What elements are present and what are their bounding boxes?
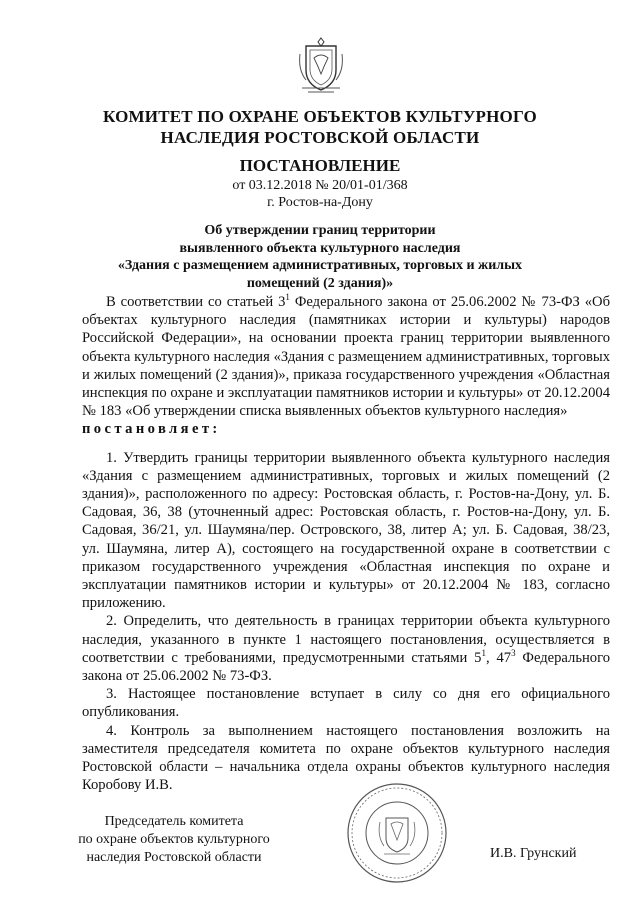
- org-line-2: НАСЛЕДИЯ РОСТОВСКОЙ ОБЛАСТИ: [160, 128, 480, 147]
- subject-line-2: выявленного объекта культурного наследия: [179, 240, 461, 256]
- subject-line-1: Об утверждении границ территории: [204, 223, 436, 238]
- document-subject: [95, 222, 545, 292]
- document-body: [82, 293, 610, 794]
- org-line-1: КОМИТЕТ ПО ОХРАНЕ ОБЪЕКТОВ КУЛЬТУРНОГО: [103, 107, 537, 126]
- coat-of-arms-icon: [296, 36, 346, 94]
- preamble-paragraph: [82, 293, 610, 420]
- subject-line-3: «Здания с размещением административных, торговых и жилых: [117, 258, 523, 273]
- item-2-text-c: Федерального закона от 25.06.2002 № 73-ФЗ.: [82, 649, 611, 685]
- preamble-sup-a: 1: [285, 292, 290, 303]
- document-date-number: от 03.12.2018 № 20/01-01/368: [232, 178, 408, 193]
- resolves-word: постановляет:: [82, 421, 221, 438]
- item-2-sup-2: 3: [511, 648, 516, 658]
- subject-line-4: помещений (2 здания)»: [246, 275, 394, 291]
- signatory-title-line-3: наследия Ростовской области: [86, 850, 262, 865]
- signatory-title-line-2: по охране объектов культурного: [78, 832, 270, 847]
- item-1: 1. Утвердить границы территории выявленного объекта культурного наследия «Здания с размещением административных, торговых и жилых помещений (2 здания)», расположенного по адресу: Ростовская область, г. Ростов-на-Дону, ул. Б. Садовая, 36, 38 (уточненный адрес: Ростовская область, г. Ростов-на-Дону, ул. Б. Садовая, 36/21, ул. Шаумяна/пер. Островского, 38, литер А; ул. Б. Садовая, 38/23, ул. Шаумяна, литер А), состоящего на государственной охране в соответствии с приказом государственного учреждения «Областная инспекция по охране и эксплуатации памятников истории и культуры» от 20.12.2004 № 183, согласно приложению.: [82, 449, 610, 612]
- item-2-text-b: , 47: [485, 649, 512, 666]
- item-2-sup-1: 1: [481, 648, 486, 658]
- signatory-title-line-1: Председатель комитета: [104, 814, 244, 829]
- item-4: 4. Контроль за выполнением настоящего постановления возложить на заместителя председателя комитета по охране объектов культурного наследия Ростовской области – начальника отдела охраны объектов культурного наследия Коробову И.В.: [82, 722, 610, 794]
- organization-name: [70, 106, 570, 148]
- item-2: [82, 612, 610, 685]
- preamble-text-a: В соответствии со статьей 3: [106, 294, 286, 310]
- item-2-text-a: 2. Определить, что деятельность в границах территории объекта культурного наследия, указанного в пункте 1 настоящего постановления, осуществляется в соответствии с требованиями, предусмотренными статьями 5: [82, 613, 610, 666]
- document-type: ПОСТАНОВЛЕНИЕ: [239, 156, 401, 175]
- signatory-title: [50, 813, 298, 867]
- official-seal-icon: [346, 782, 448, 884]
- signatory-name: И.В. Грунский: [490, 846, 577, 861]
- document-city: г. Ростов-на-Дону: [267, 195, 373, 210]
- preamble-text-b: Федерального закона от 25.06.2002 № 73-ФЗ «Об объектах культурного наследия (памятниках истории и культуры) народов Российской Федерации», на основании проекта границ территории выявленного объекта культурного наследия «Здания с размещением административных, торговых и жилых помещений (2 здания)», приказа государственного учреждения «Областная инспекция по охране и эксплуатации памятников истории и культуры» от 20.12.2004 № 183 «Об утверждении списка выявленных объектов культурного наследия»: [82, 294, 610, 420]
- item-3: 3. Настоящее постановление вступает в силу со дня его официального опубликования.: [82, 686, 610, 721]
